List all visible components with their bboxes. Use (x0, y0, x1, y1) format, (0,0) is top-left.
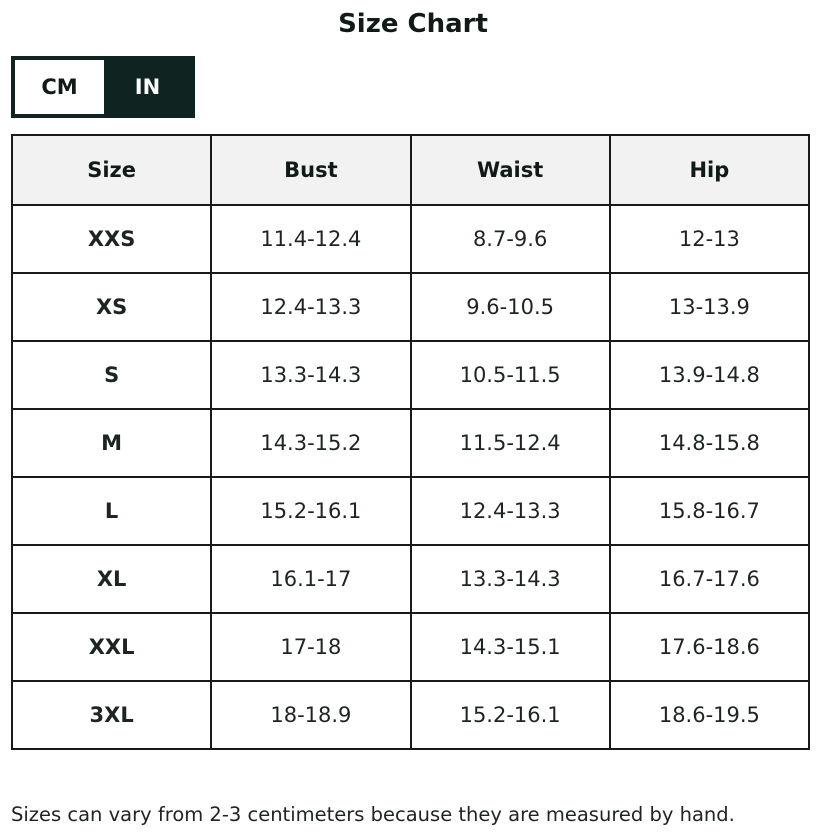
waist-cell: 12.4-13.3 (411, 477, 610, 545)
unit-cm-button[interactable]: CM (15, 60, 104, 114)
bust-cell: 13.3-14.3 (211, 341, 410, 409)
hip-cell: 12-13 (610, 205, 809, 273)
waist-cell: 15.2-16.1 (411, 681, 610, 749)
bust-cell: 11.4-12.4 (211, 205, 410, 273)
waist-cell: 13.3-14.3 (411, 545, 610, 613)
table-row (12, 341, 809, 409)
hip-cell: 18.6-19.5 (610, 681, 809, 749)
unit-toggle (11, 56, 195, 118)
size-cell: M (12, 409, 211, 477)
table-row (12, 409, 809, 477)
measurement-footnote: Sizes can vary from 2-3 centimeters because they are measured by hand. (11, 803, 735, 826)
size-cell: XXS (12, 205, 211, 273)
bust-cell: 15.2-16.1 (211, 477, 410, 545)
header-size: Size (12, 135, 211, 205)
hip-cell: 13.9-14.8 (610, 341, 809, 409)
table-row (12, 613, 809, 681)
hip-cell: 16.7-17.6 (610, 545, 809, 613)
bust-cell: 12.4-13.3 (211, 273, 410, 341)
size-cell: L (12, 477, 211, 545)
size-cell: 3XL (12, 681, 211, 749)
header-bust: Bust (211, 135, 410, 205)
page-title: Size Chart (338, 9, 488, 39)
size-cell: XXL (12, 613, 211, 681)
table-row (12, 273, 809, 341)
waist-cell: 14.3-15.1 (411, 613, 610, 681)
hip-cell: 17.6-18.6 (610, 613, 809, 681)
hip-cell: 14.8-15.8 (610, 409, 809, 477)
size-cell: S (12, 341, 211, 409)
table-header-row (12, 135, 809, 205)
header-waist: Waist (411, 135, 610, 205)
table-row (12, 477, 809, 545)
header-hip: Hip (610, 135, 809, 205)
table-row (12, 681, 809, 749)
bust-cell: 18-18.9 (211, 681, 410, 749)
waist-cell: 9.6-10.5 (411, 273, 610, 341)
size-cell: XS (12, 273, 211, 341)
waist-cell: 10.5-11.5 (411, 341, 610, 409)
bust-cell: 17-18 (211, 613, 410, 681)
hip-cell: 13-13.9 (610, 273, 809, 341)
bust-cell: 14.3-15.2 (211, 409, 410, 477)
table-row (12, 545, 809, 613)
size-cell: XL (12, 545, 211, 613)
waist-cell: 11.5-12.4 (411, 409, 610, 477)
unit-in-button[interactable]: IN (104, 60, 191, 114)
bust-cell: 16.1-17 (211, 545, 410, 613)
size-table (11, 134, 810, 750)
waist-cell: 8.7-9.6 (411, 205, 610, 273)
table-row (12, 205, 809, 273)
hip-cell: 15.8-16.7 (610, 477, 809, 545)
